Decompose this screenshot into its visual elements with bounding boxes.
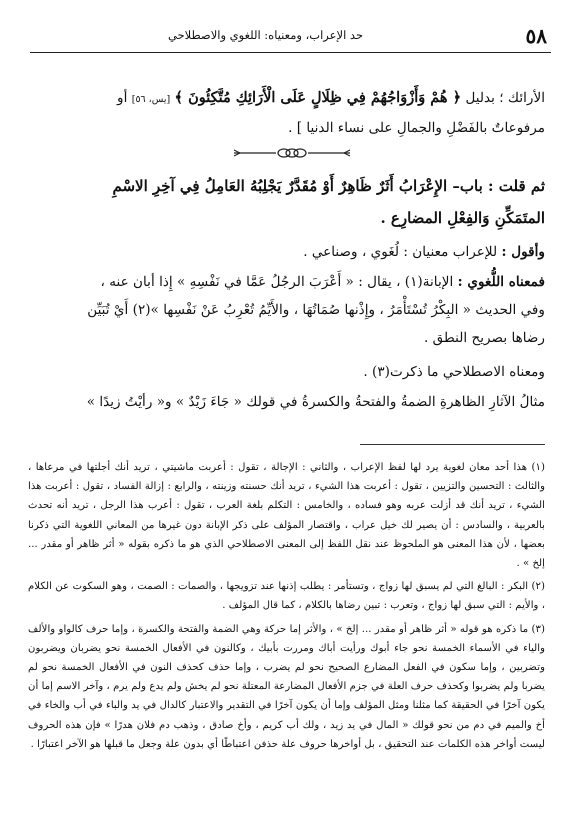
footnote-2: (٢) البكر : البالغ التي لم يسبق لها زواج ، وتستأمر : يطلب إذنها عند تزويجها ، والصمات : الصمت ، وهو السكوت عن الكلام ، والأيم : التي سبق لها زواج ، وتعرب : تبين رضاها بالكلام ، كما قال المؤلف . (28, 581, 545, 612)
aqulu-label: وأقول : (501, 244, 545, 260)
lughawi-label: فمعناه اللُّغوي : (457, 274, 545, 290)
intro-line1-prefix: الأرائك ؛ بدليل (465, 90, 545, 106)
page-number: ٥٨ (525, 24, 547, 48)
intro-paragraph (30, 84, 545, 142)
example-paragraph (30, 388, 545, 416)
aqulu-text: للإعراب معنيان : لُغَوي ، وصناعي . (303, 244, 498, 260)
header-rule (30, 52, 551, 53)
hadith-line: وفي الحديث « البِكْرُ تُسْتَأْمَرُ ، وإِذْنها صُمَاتُهَا ، والأَيِّمُ تُعْرِبُ عَنْ نَفْسِها »(٢) أَيْ تُبَيِّن (87, 302, 545, 318)
page-header (30, 22, 551, 50)
hadith-line-2: رضاها بصريح النطق . (424, 330, 545, 346)
ornament-divider-icon (232, 146, 352, 160)
matn-text-2: المتَمَكِّنِ وَالفِعْلِ المضارِع . (380, 209, 545, 227)
footnote-1: (١) هذا أحد معان لغوية يرد لها لفظ الإعراب ، والثاني : الإجالة ، تقول : أعربت ماشيتي ، تريد أنك أجلتها في مرعاها ، والثالث : التحسين والتزيين ، تقول : أعربت هذا الشيء ، تريد أنك حسنته وزينته ، والرابع : إزالة الفساد ، تقول : أعربت هذا الشيء ، تريد أنك قد أزلت عربه وهو فساده ، والخامس : التكلم بلغة العرب ، تقول : أعرب هذا الرجل ، تريد أنه تحدث بالعربية ، والسادس : أن يصير لك خيل عراب ، واقتصار المؤلف على ذكر الإبانة دون غيرها من المعاني اللغوية التي ذكرنا بعضها ، لأن هذا المعنى هو الملحوظ عند نقل اللفظ إلى المعنى الاصطلاحي الذي هو ما ذكره بقوله « أثر ظاهر أو مقدر ... إلخ » . (28, 462, 545, 570)
intro-line2: مرفوعاتٌ بالفَضْلِ والجمالِ على نساء الدنيا ] . (288, 120, 545, 136)
footnotes (28, 458, 545, 758)
matn-text-1: الإِعْرَابُ أَثَرٌ ظَاهِرٌ أَوْ مُقَدَّرٌ يَجْلِبُهُ العَامِلُ فِي آخِرِ الاسْمِ (112, 177, 448, 195)
istilahi-line: ومعناه الاصطلاحي ما ذكرت(٣) . (363, 364, 545, 380)
matn-label: ثم قلت : باب– (452, 177, 545, 195)
aqulu-paragraph (30, 238, 545, 266)
matn-line-2 (30, 204, 545, 232)
footnote-rule (360, 444, 545, 445)
quran-verse: ﴿ هُمْ وَأَزْوَاجُهُمْ فِي ظِلَالٍ عَلَى الْأَرَائِكِ مُتَّكِئُونَ ﴾ (174, 89, 462, 106)
intro-line1-suffix: أو (117, 90, 128, 106)
running-title: حد الإعراب، ومعنياه: اللغوي والاصطلاحي (167, 28, 364, 42)
lughawi-paragraph (30, 268, 545, 352)
footnote-3: (٣) ما ذكره هو قوله « أثر ظاهر أو مقدر ... إلخ » ، والأثر إما حركة وهي الضمة والفتحة والكسرة ، وإما حرف كالواو والألف والياء في الأسماء الخمسة نحو جاء أبوك ورأيت أباك ومررت بأبيك ، وكالنون في الأفعال الخمسة نحو يضربان ويضربون وتضربين ، وإما سكون في الفعل المضارع الصحيح نحو لم يضرب ، وإما حذف كحذف النون في الأفعال الخمسة نحو لم يضربا ولم يضربوا وكحذف حرف العلة في جزم الأفعال المضارعة المعتلة نحو لم يخش ولم يدع ولم يرم ، وآخر الاسم إما أن يكون آخرًا في الحقيقة كما مثلنا ومثل المؤلف وإما أن يكون آخرًا في التقدير والاعتبار كالدال في يد والباء في أب والخاء في أخ والميم في دم من نحو قولك « المال في يد زيد ، ولك أب كريم ، وأخ صادق ، وذهب دم فلان هدرًا » فإن هذه الحروف ليست أواخر هذه الكلمات عند التحقيق ، بل أواخرها حروف علة حذفن اعتباطًا أي بدون علة وجعل ما قبلها هو الآخر اعتبارًا . (28, 623, 545, 750)
istilahi-paragraph (30, 358, 545, 386)
matn-line-1 (30, 172, 545, 200)
verse-reference: [يس، ٥٦] (131, 94, 171, 105)
example-line: مثالُ الآثارِ الظاهرةِ الضمةُ والفتحةُ والكسرةُ في قولك « جَاءَ زَيْدٌ » و« رأيْتُ زيدًا » (86, 394, 545, 410)
lughawi-line-1: الإبانة(١) ، يقال : « أَعْرَبَ الرجُلُ عَمَّا في نَفْسِهِ » إِذا أبان عنه ، (100, 274, 454, 290)
